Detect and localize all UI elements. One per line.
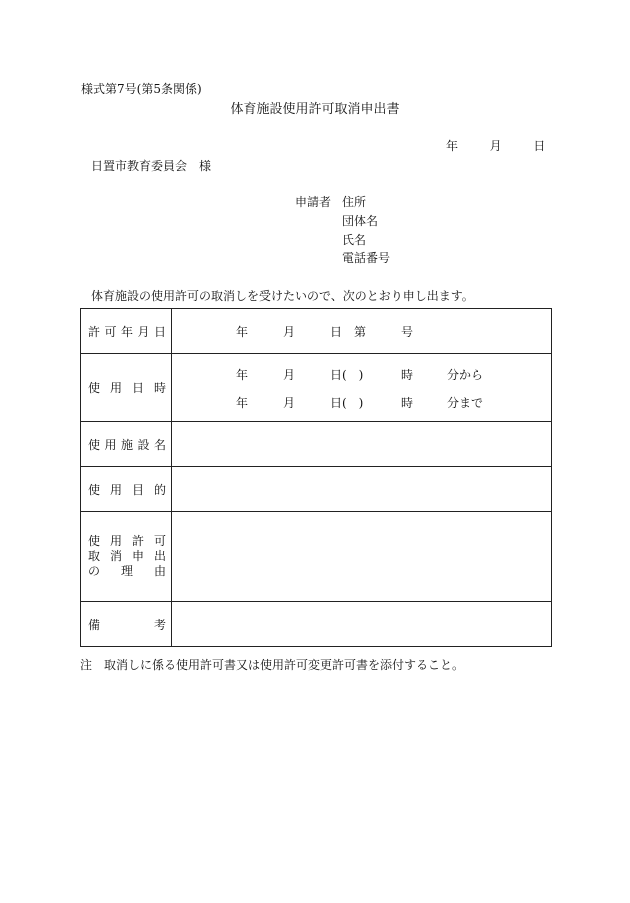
permit-date-label: 許 可 年 月 日 — [81, 309, 172, 354]
usage-datetime-field[interactable] — [172, 354, 552, 422]
from-day: 日( ) — [330, 368, 364, 382]
facility-name-label: 使 用 施 設 名 — [81, 422, 172, 467]
facility-name-row — [81, 422, 552, 467]
remarks-label: 備 考 — [81, 602, 172, 647]
applicant-name-label: 氏名 — [342, 233, 367, 247]
applicant-group-name-label: 団体名 — [342, 214, 379, 228]
purpose-field[interactable] — [172, 467, 552, 512]
from-year: 年 — [236, 368, 249, 382]
application-table — [80, 308, 552, 647]
permit-go: 号 — [401, 325, 414, 339]
cancel-reason-field[interactable] — [172, 512, 552, 602]
cancel-reason-row — [81, 512, 552, 602]
remarks-field[interactable] — [172, 602, 552, 647]
addressee: 日置市教育委員会 様 — [91, 159, 212, 173]
permit-date-row — [81, 309, 552, 354]
permit-year: 年 — [236, 325, 249, 339]
date-year: 年 — [446, 139, 459, 153]
date-month: 月 — [489, 139, 502, 153]
form-number: 様式第7号(第5条関係) — [81, 82, 202, 96]
from-hour: 時 — [401, 368, 414, 382]
footnote: 注 取消しに係る使用許可書又は使用許可変更許可書を添付すること。 — [80, 658, 465, 672]
to-day: 日( ) — [330, 396, 364, 410]
permit-month: 月 — [283, 325, 296, 339]
applicant-label: 申請者 — [295, 195, 332, 209]
permit-day: 日 — [330, 325, 343, 339]
permit-dai: 第 — [354, 325, 367, 339]
from-month: 月 — [283, 368, 296, 382]
to-hour: 時 — [401, 396, 414, 410]
document-title: 体育施設使用許可取消申出書 — [230, 102, 400, 117]
usage-datetime-row — [81, 354, 552, 422]
from-minute: 分から — [447, 368, 484, 382]
to-minute: 分まで — [447, 396, 484, 410]
remarks-row — [81, 602, 552, 647]
usage-datetime-label: 使 用 日 時 — [81, 354, 172, 422]
purpose-label: 使 用 目 的 — [81, 467, 172, 512]
purpose-row — [81, 467, 552, 512]
cancel-reason-label: 使 用 許 可 取 消 申 出 の 理 由 — [81, 512, 172, 602]
intro-text: 体育施設の使用許可の取消しを受けたいので、次のとおり申し出ます。 — [91, 289, 474, 303]
applicant-phone-label: 電話番号 — [342, 251, 391, 265]
permit-date-field[interactable] — [172, 309, 552, 354]
to-month: 月 — [283, 396, 296, 410]
date-line — [446, 137, 545, 154]
date-day: 日 — [533, 139, 546, 153]
to-year: 年 — [236, 396, 249, 410]
applicant-address-label: 住所 — [342, 195, 367, 209]
facility-name-field[interactable] — [172, 422, 552, 467]
